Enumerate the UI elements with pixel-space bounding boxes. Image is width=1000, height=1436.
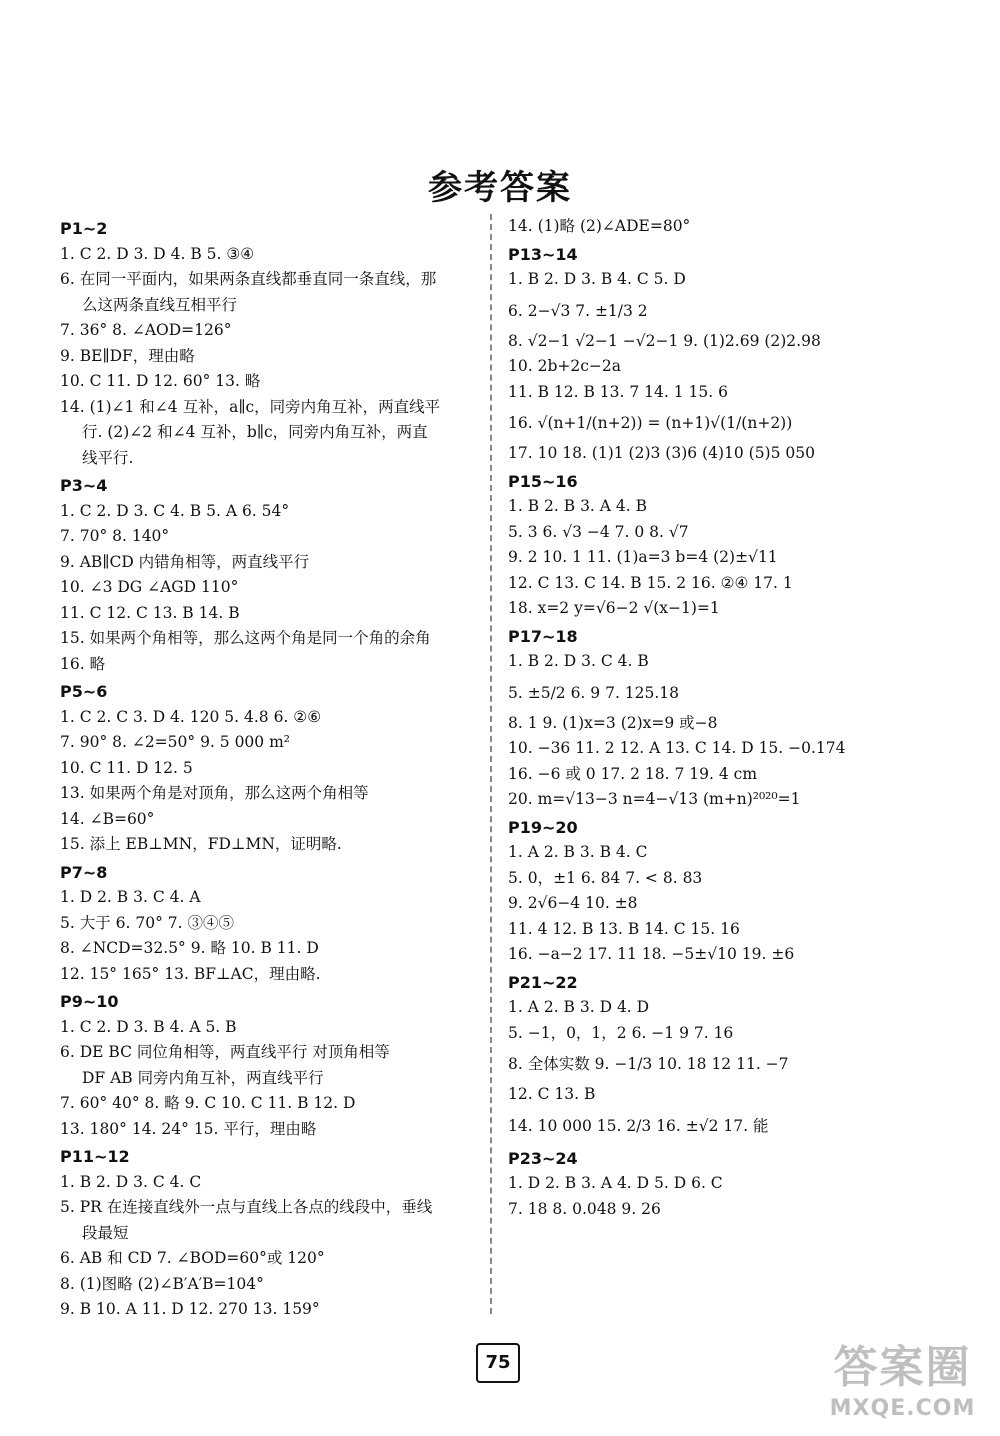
answer-line: 7. 70° 8. 140° (60, 527, 170, 545)
answer-line: 1. A 2. B 3. D 4. D (508, 998, 650, 1016)
answer-line: 7. 90° 8. ∠2=50° 9. 5 000 m² (60, 733, 290, 751)
answer-line: 14. ∠B=60° (60, 809, 155, 828)
answer-line: 9. BE∥DF，理由略 (60, 346, 195, 365)
answer-line: 8. ∠NCD=32.5° 9. 略 10. B 11. D (60, 939, 319, 957)
answer-line: 11. C 12. C 13. B 14. B (60, 603, 240, 622)
answer-line: 1. A 2. B 3. B 4. C (508, 843, 648, 861)
answer-line: 5. 大于 6. 70° 7. ③④⑤ (60, 913, 234, 932)
answer-line: 6. 在同一平面内，如果两条直线都垂直同一条直线，那 (60, 270, 437, 288)
answer-line: 6. AB 和 CD 7. ∠BOD=60°或 120° (60, 1249, 325, 1267)
page-number: 75 (476, 1343, 520, 1383)
page-title: 参考答案 (428, 168, 572, 208)
section-heading: P23~24 (508, 1148, 578, 1168)
answer-line: 行. (2)∠2 和∠4 互补，b∥c，同旁内角互补，两直 (82, 423, 428, 441)
answer-line: 10. C 11. D 12. 5 (60, 758, 193, 777)
answer-line: 12. 15° 165° 13. BF⊥AC，理由略. (60, 964, 321, 983)
answer-line: 8. 全体实数 9. −1/3 10. 18 12 11. −7 (508, 1055, 789, 1073)
answer-line: 18. x=2 y=√6−2 √(x−1)=1 (508, 599, 720, 617)
answer-line: 11. B 12. B 13. 7 14. 1 15. 6 (508, 382, 728, 401)
watermark-text: 答案圈 (833, 1342, 972, 1393)
answer-column-left (60, 214, 475, 1323)
watermark-url: MXQE.COM (829, 1396, 976, 1421)
answer-line: 10. −36 11. 2 12. A 13. C 14. D 15. −0.174 (508, 739, 846, 757)
answer-line: 1. D 2. B 3. C 4. A (60, 888, 201, 906)
section-heading: P13~14 (508, 244, 578, 264)
watermark-logo (820, 1342, 985, 1424)
answer-line: 10. C 11. D 12. 60° 13. 略 (60, 372, 261, 390)
answer-line: 16. −6 或 0 17. 2 18. 7 19. 4 cm (508, 764, 758, 783)
section-heading: P15~16 (508, 471, 578, 491)
answer-line: 16. −a−2 17. 11 18. −5±√10 19. ±6 (508, 945, 795, 963)
answer-line: 8. 1 9. (1)x=3 (2)x=9 或−8 (508, 713, 718, 732)
section-heading: P3~4 (60, 476, 108, 495)
answer-line: 9. AB∥CD 内错角相等，两直线平行 (60, 552, 310, 571)
section-heading: P5~6 (60, 682, 108, 701)
answer-line: 6. 2−√3 7. ±1/3 2 (508, 301, 648, 320)
section-heading: P7~8 (60, 862, 108, 882)
answer-line: 15. 如果两个角相等，那么这两个角是同一个角的余角 (60, 629, 431, 647)
answer-line: 7. 60° 40° 8. 略 9. C 10. C 11. B 12. D (60, 1094, 356, 1112)
answer-line: 10. ∠3 DG ∠AGD 110° (60, 578, 239, 596)
answer-line: 15. 添上 EB⊥MN，FD⊥MN，证明略. (60, 835, 342, 853)
answer-line: DF AB 同旁内角互补，两直线平行 (82, 1068, 324, 1087)
answer-line: 5. PR 在连接直线外一点与直线上各点的线段中，垂线 (60, 1198, 433, 1216)
answer-line: 13. 180° 14. 24° 15. 平行，理由略 (60, 1119, 317, 1138)
answer-line: 6. DE BC 同位角相等，两直线平行 对顶角相等 (60, 1043, 390, 1061)
answer-line: 7. 36° 8. ∠AOD=126° (60, 321, 232, 339)
answer-line: 线平行. (82, 448, 134, 467)
answer-line: 20. m=√13−3 n=4−√13 (m+n)²⁰²⁰=1 (508, 790, 801, 808)
answer-line: 9. 2 10. 1 11. (1)a=3 b=4 (2)±√11 (508, 548, 778, 566)
answer-line: 5. ±5/2 6. 9 7. 125.18 (508, 683, 680, 702)
answer-line: 12. C 13. C 14. B 15. 2 16. ②④ 17. 1 (508, 573, 793, 592)
answer-line: 16. 略 (60, 654, 106, 673)
answer-line: 11. 4 12. B 13. B 14. C 15. 16 (508, 919, 740, 938)
answer-line: 5. 3 6. √3 −4 7. 0 8. √7 (508, 522, 689, 541)
answer-line: 8. (1)图略 (2)∠B′A′B=104° (60, 1274, 264, 1293)
answer-line: 1. B 2. D 3. C 4. B (508, 652, 649, 670)
answer-line: 1. B 2. D 3. B 4. C 5. D (508, 270, 686, 288)
answer-line: 8. √2−1 √2−1 −√2−1 9. (1)2.69 (2)2.98 (508, 331, 821, 350)
section-heading: P9~10 (60, 992, 119, 1011)
answer-line: 5. −1，0，1，2 6. −1 9 7. 16 (508, 1023, 734, 1042)
answer-line: 7. 18 8. 0.048 9. 26 (508, 1199, 661, 1218)
section-heading: P17~18 (508, 626, 578, 646)
answer-line: 10. 2b+2c−2a (508, 357, 621, 375)
answer-line: 13. 如果两个角是对顶角，那么这两个角相等 (60, 784, 369, 802)
answer-line: 1. D 2. B 3. A 4. D 5. D 6. C (508, 1174, 723, 1192)
answer-line: 1. C 2. C 3. D 4. 120 5. 4.8 6. ②⑥ (60, 707, 322, 726)
answer-line: 1. B 2. B 3. A 4. B (508, 497, 648, 515)
answer-line: 14. 10 000 15. 2/3 16. ±√2 17. 能 (508, 1116, 769, 1135)
answer-line: 5. 0，±1 6. 84 7. < 8. 83 (508, 868, 703, 887)
answer-line: 段最短 (82, 1223, 129, 1242)
section-heading: P1~2 (60, 219, 108, 238)
answer-line: 12. C 13. B (508, 1085, 596, 1103)
answer-line: 1. C 2. D 3. C 4. B 5. A 6. 54° (60, 501, 290, 520)
section-heading: P19~20 (508, 817, 578, 837)
answer-line: 16. √(n+1/(n+2)) = (n+1)√(1/(n+2)) (508, 414, 793, 432)
answer-line: 14. (1)略 (2)∠ADE=80° (508, 217, 691, 235)
section-heading: P21~22 (508, 972, 578, 992)
section-heading: P11~12 (60, 1147, 130, 1166)
answer-line: 14. (1)∠1 和∠4 互补，a∥c，同旁内角互补，两直线平 (60, 397, 441, 416)
column-divider (490, 214, 492, 1314)
answer-line: 9. 2√6−4 10. ±8 (508, 894, 638, 912)
answer-line: 么这两条直线互相平行 (82, 295, 238, 314)
answer-line: 17. 10 18. (1)1 (2)3 (3)6 (4)10 (5)5 050 (508, 444, 815, 462)
answer-line: 1. B 2. D 3. C 4. C (60, 1172, 202, 1191)
answer-column-right (508, 214, 948, 1222)
answer-line: 1. C 2. D 3. B 4. A 5. B (60, 1017, 237, 1036)
answer-line: 9. B 10. A 11. D 12. 270 13. 159° (60, 1300, 320, 1318)
answer-line: 1. C 2. D 3. D 4. B 5. ③④ (60, 244, 255, 263)
